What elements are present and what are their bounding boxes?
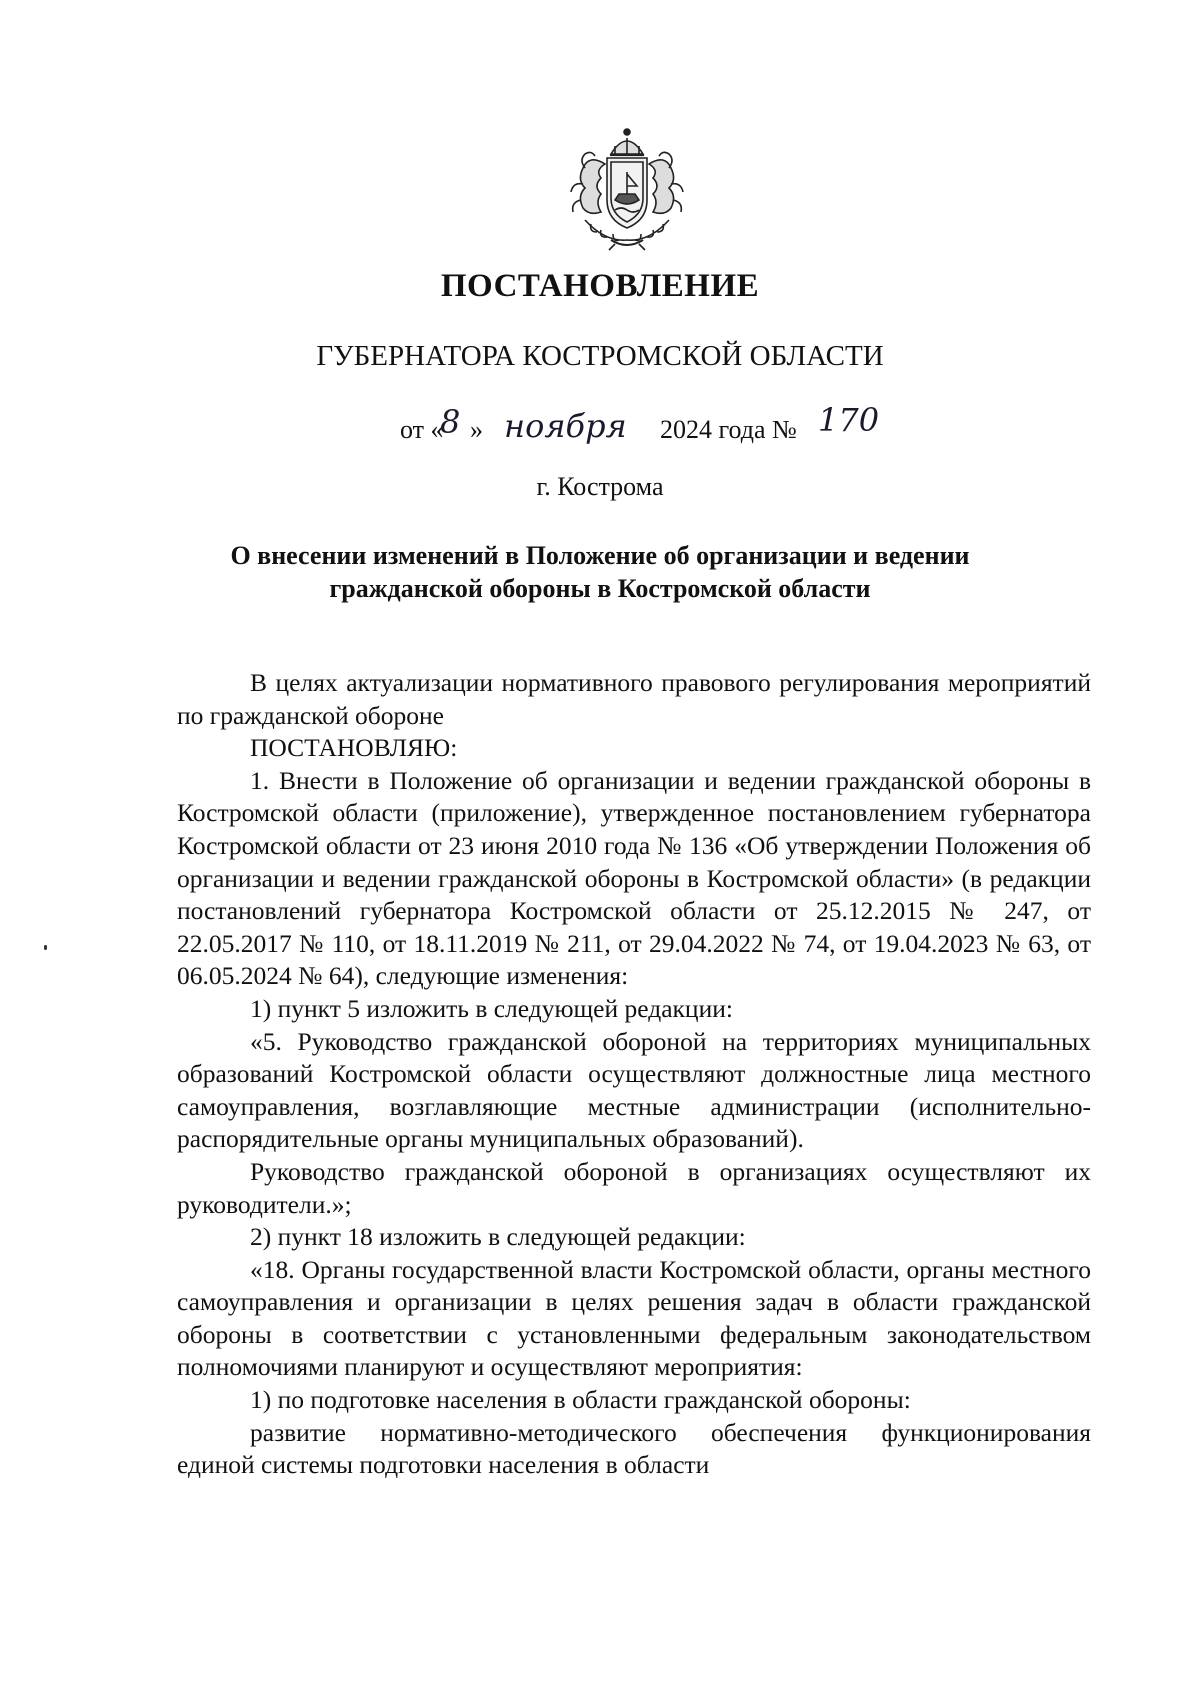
point-18-text-paragraph: «18. Органы государственной власти Костромской области, органы местного самоуправления и организации в целях решения задач в области гражданской обороны в соответствии с установленными федеральным законодательством полномочиями планируют и осуществляют мероприятия: (177, 1254, 1091, 1382)
subitem-2-paragraph: 2) пункт 18 изложить в следующей редакции: (250, 1222, 746, 1252)
item-1-paragraph: 1. Внести в Положение об организации и ведении гражданской обороны в Костромской области (приложение), утвержденное постановлением губернатора Костромской области от 23 июня 2010 года № 136 «Об утверждении Положения об организации и ведении гражданской обороны в Костромской области» (в редакции постановлений губернатора Костромской области от 25.12.2015 № 247, от 22.05.2017 № 110, от 18.11.2019 № 211, от 29.04.2022 № 74, от 19.04.2023 № 63, от 06.05.2024 № 64), следующие изменения: (177, 765, 1091, 991)
point-5-second-paragraph: Руководство гражданской обороной в организациях осуществляют их руководители.»; (177, 1156, 1091, 1219)
point-18-development-paragraph: развитие нормативно-методического обеспечения функционирования единой системы подготовки населения в области (177, 1417, 1091, 1480)
point-18-subitem-1-paragraph: 1) по подготовке населения в области гражданской обороны: (250, 1385, 911, 1415)
title-line-2: гражданской обороны в Костромской области (329, 574, 871, 603)
scan-speck (44, 945, 47, 950)
date-number-line (400, 401, 960, 453)
title-line-1: О внесении изменений в Положение об организации и ведении (230, 541, 970, 570)
city-line: г. Кострома (536, 472, 664, 501)
date-prefix: от « (400, 415, 444, 444)
issuer-heading: ГУБЕРНАТОРА КОСТРОМСКОЙ ОБЛАСТИ (316, 340, 884, 372)
subitem-1-paragraph: 1) пункт 5 изложить в следующей редакции: (250, 993, 733, 1023)
date-day-handwritten: 8 (440, 403, 461, 441)
document-body (177, 667, 1091, 1482)
date-year-text: 2024 года № (660, 415, 797, 444)
coat-of-arms-emblem (555, 124, 699, 252)
preamble-paragraph: В целях актуализации нормативного правового регулирования мероприятий по гражданской обороне (177, 668, 1091, 730)
resolve-paragraph: ПОСТАНОВЛЯЮ: (250, 733, 458, 763)
document-title (200, 539, 1000, 605)
document-number-handwritten: 170 (818, 401, 880, 439)
date-month-handwritten: ноября (504, 407, 627, 445)
date-day-close: » (470, 415, 483, 444)
document-type-heading: ПОСТАНОВЛЕНИЕ (440, 268, 760, 304)
point-5-text-paragraph: «5. Руководство гражданской обороной на территориях муниципальных образований Костромской области осуществляют должностные лица местного самоуправления, возглавляющие местные администрации (исполнительно-распорядительные органы муниципальных образований). (177, 1026, 1091, 1154)
